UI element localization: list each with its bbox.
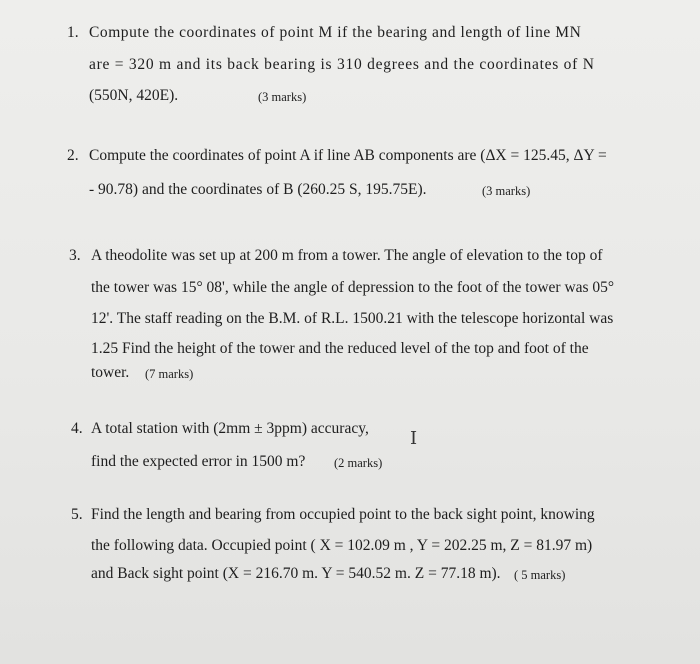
marks-label: ( 5 marks)	[514, 568, 566, 582]
question-text-line: 12'. The staff reading on the B.M. of R.L. 1500.21 with the telescope horizontal was	[91, 310, 614, 327]
question-text-line: Compute the coordinates of point A if line AB components are (ΔX = 125.45, ΔY =	[89, 147, 607, 164]
question-text-line: 1.25 Find the height of the tower and the reduced level of the top and foot of the	[91, 340, 589, 357]
question-text-line: - 90.78) and the coordinates of B (260.25 S, 195.75E).	[89, 181, 427, 198]
question-text-line: the following data. Occupied point ( X = 102.09 m , Y = 202.25 m, Z = 81.97 m)	[91, 537, 593, 554]
question-text-line: and Back sight point (X = 216.70 m. Y = 540.52 m. Z = 77.18 m).	[91, 565, 501, 582]
question-text-line: tower.	[91, 364, 130, 381]
marks-label: (7 marks)	[145, 367, 194, 381]
question-text-line: (550N, 420E).	[89, 87, 179, 104]
question-text-line: find the expected error in 1500 m?	[91, 453, 306, 470]
question-number: 2.	[67, 147, 79, 164]
question-text-line: the tower was 15° 08', while the angle of depression to the foot of the tower was 05°	[91, 279, 615, 296]
question-number: 4.	[71, 420, 83, 437]
question-text-line: A theodolite was set up at 200 m from a tower. The angle of elevation to the top of	[91, 247, 603, 264]
question-text-line: A total station with (2mm ± 3ppm) accuracy,	[91, 420, 369, 437]
marks-label: (3 marks)	[482, 184, 531, 198]
question-text-line: are = 320 m and its back bearing is 310 degrees and the coordinates of N	[89, 56, 595, 73]
question-text-line: Find the length and bearing from occupied point to the back sight point, knowing	[91, 506, 595, 523]
question-text-line: Compute the coordinates of point M if the bearing and length of line MN	[89, 24, 582, 41]
question-number: 5.	[71, 506, 83, 523]
question-number: 1.	[67, 24, 79, 41]
text-cursor-icon: I	[410, 428, 418, 449]
marks-label: (3 marks)	[258, 90, 307, 104]
marks-label: (2 marks)	[334, 456, 383, 470]
question-number: 3.	[69, 247, 81, 264]
